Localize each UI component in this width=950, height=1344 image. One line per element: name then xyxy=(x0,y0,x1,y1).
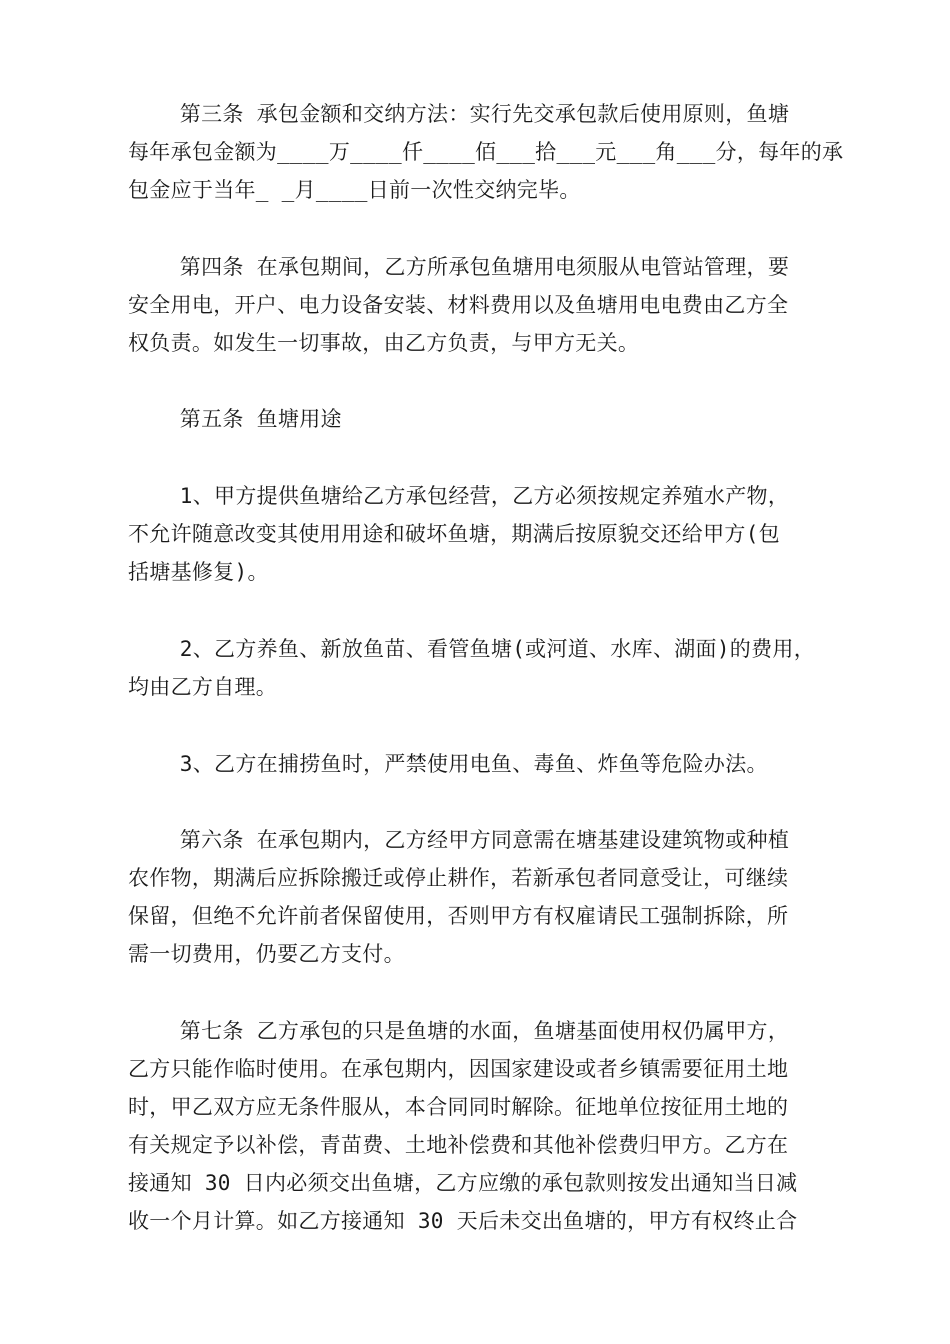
clause-6-paragraph xyxy=(128,821,828,973)
clause-7-paragraph xyxy=(128,1012,828,1240)
text-line: 括塘基修复)。 xyxy=(128,560,269,584)
text-line: 3、乙方在捕捞鱼时，严禁使用电鱼、毒鱼、炸鱼等危险办法。 xyxy=(128,752,768,776)
clause-5-heading xyxy=(128,400,828,438)
clause-3-paragraph xyxy=(128,95,844,209)
text-line: 第五条 鱼塘用途 xyxy=(128,407,342,431)
text-line: 保留，但绝不允许前者保留使用，否则甲方有权雇请民工强制拆除，所 xyxy=(128,904,789,928)
text-line: 第四条 在承包期间，乙方所承包鱼塘用电须服从电管站管理，要 xyxy=(128,255,790,279)
text-line: 不允许随意改变其使用用途和破坏鱼塘，期满后按原貌交还给甲方(包 xyxy=(128,522,780,546)
text-line: 有关规定予以补偿，青苗费、土地补偿费和其他补偿费归甲方。乙方在 xyxy=(128,1133,789,1157)
clause-4-paragraph xyxy=(128,248,828,362)
text-line: 每年承包金额为____万____仟____佰___拾___元___角___分，每年的承 xyxy=(128,140,844,164)
clause-5-item-2 xyxy=(128,630,828,706)
text-line: 2、乙方养鱼、新放鱼苗、看管鱼塘(或河道、水库、湖面)的费用， xyxy=(128,637,815,661)
text-line: 时，甲乙双方应无条件服从，本合同同时解除。征地单位按征用土地的 xyxy=(128,1095,789,1119)
clause-5-item-3 xyxy=(128,745,828,783)
text-line: 1、甲方提供鱼塘给乙方承包经营，乙方必须按规定养殖水产物， xyxy=(128,484,790,508)
text-line: 第七条 乙方承包的只是鱼塘的水面，鱼塘基面使用权仍属甲方， xyxy=(128,1019,790,1043)
text-line: 需一切费用，仍要乙方支付。 xyxy=(128,942,405,966)
clause-5-item-1 xyxy=(128,477,828,591)
text-line: 安全用电，开户、电力设备安装、材料费用以及鱼塘用电电费由乙方全 xyxy=(128,293,789,317)
text-line: 第六条 在承包期内，乙方经甲方同意需在塘基建设建筑物或种植 xyxy=(128,828,790,852)
text-line: 乙方只能作临时使用。在承包期内，因国家建设或者乡镇需要征用土地 xyxy=(128,1057,789,1081)
text-line: 第三条 承包金额和交纳方法：实行先交承包款后使用原则，鱼塘 xyxy=(128,102,790,126)
text-line: 农作物，期满后应拆除搬迁或停止耕作，若新承包者同意受让，可继续 xyxy=(128,866,789,890)
text-line: 权负责。如发生一切事故，由乙方负责，与甲方无关。 xyxy=(128,331,640,355)
text-line: 包金应于当年_ _月____日前一次性交纳完毕。 xyxy=(128,178,581,202)
text-line: 均由乙方自理。 xyxy=(128,675,278,699)
text-line: 接通知 30 日内必须交出鱼塘，乙方应缴的承包款则按发出通知当日减 xyxy=(128,1171,798,1195)
text-line: 收一个月计算。如乙方接通知 30 天后未交出鱼塘的，甲方有权终止合 xyxy=(128,1209,798,1233)
